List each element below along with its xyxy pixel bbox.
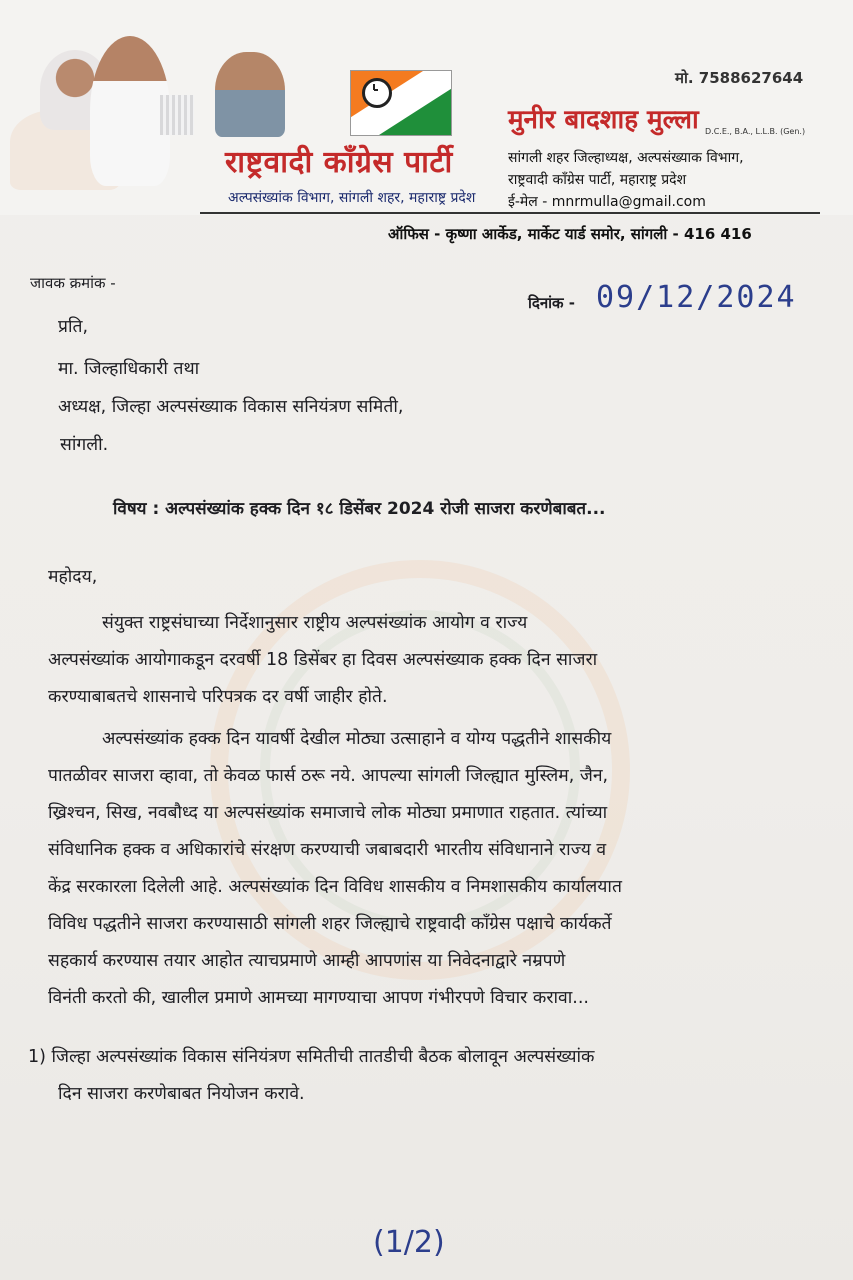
clock-symbol-icon <box>362 78 392 108</box>
recipient-line-2: अध्यक्ष, जिल्हा अल्पसंख्याक विकास सनियंत्रण समिती, <box>58 397 404 417</box>
party-subtitle: अल्पसंख्यांक विभाग, सांगली शहर, महाराष्ट्र प्रदेश <box>228 190 476 206</box>
para1-line: संयुक्त राष्ट्रसंघाच्या निर्देशानुसार राष्ट्रीय अल्पसंख्यांक आयोग व राज्य <box>102 613 528 633</box>
mobile-number: मो. 7588627644 <box>675 69 804 87</box>
person-name: मुनीर बादशाह मुल्ला <box>508 105 699 135</box>
point-1-line: 1) जिल्हा अल्पसंख्यांक विकास संनियंत्रण समितीची तातडीची बैठक बोलावून अल्पसंख्यांक <box>28 1047 595 1067</box>
para1-line: अल्पसंख्यांक आयोगाकडून दरवर्षी 18 डिसेंबर हा दिवस अल्पसंख्याक हक्क दिन साजरा <box>48 650 598 670</box>
para2-line: ख्रिश्चन, सिख, नवबौध्द या अल्पसंख्यांक समाजाचे लोक मोठ्या प्रमाणात राहतात. त्यांच्या <box>48 803 608 823</box>
page-number: (1/2) <box>373 1225 445 1260</box>
party-name: राष्ट्रवादी काँग्रेस पार्टी <box>225 145 453 180</box>
para2-line: सहकार्य करण्यास तयार आहोत त्याचप्रमाणे आम्ही आपणांस या निवेदनाद्वारे नम्रपणे <box>48 951 566 971</box>
date-value: 09/12/2024 <box>596 280 797 315</box>
office-address: ऑफिस - कृष्णा आर्केड, मार्केट यार्ड समोर, सांगली - 416 416 <box>388 225 752 243</box>
para2-line: अल्पसंख्यांक हक्क दिन यावर्षी देखील मोठ्या उत्साहाने व योग्य पद्धतीने शासकीय <box>102 729 612 749</box>
para2-line: संविधानिक हक्क व अधिकारांचे संरक्षण करण्याची जबाबदारी भारतीय संविधानाने राज्य व <box>48 840 607 860</box>
para2-line: पातळीवर साजरा व्हावा, तो केवळ फार्स ठरू नये. आपल्या सांगली जिल्ह्यात मुस्लिम, जैन, <box>48 766 609 786</box>
designation-line-1: सांगली शहर जिल्हाध्यक्ष, अल्पसंख्याक विभाग, <box>508 150 744 166</box>
para2-line: विनंती करतो की, खालील प्रमाणे आमच्या मागण्याचा आपण गंभीरपणे विचार करावा... <box>48 988 589 1008</box>
para1-line: करण्याबाबतचे शासनाचे परिपत्रक दर वर्षी जाहीर होते. <box>48 687 388 707</box>
subject-line: विषय : अल्पसंख्यांक हक्क दिन १८ डिसेंबर 2024 रोजी साजरा करणेबाबत... <box>113 499 606 519</box>
leader-portrait-right <box>215 52 285 137</box>
building-image <box>160 95 194 135</box>
leader-portrait-center <box>90 36 170 186</box>
to-label: प्रति, <box>58 317 89 337</box>
designation-line-2: राष्ट्रवादी काँग्रेस पार्टी, महाराष्ट्र प्रदेश <box>508 172 687 188</box>
email-line: ई-मेल - mnrmulla@gmail.com <box>508 194 706 210</box>
recipient-line-1: मा. जिल्हाधिकारी तथा <box>58 359 200 379</box>
para2-line: केंद्र सरकारला दिलेली आहे. अल्पसंख्यांक दिन विविध शासकीय व निमशासकीय कार्यालयात <box>48 877 622 897</box>
header-divider <box>200 212 820 214</box>
para2-line: विविध पद्धतीने साजरा करण्यासाठी सांगली शहर जिल्ह्याचे राष्ट्रवादी काँग्रेस पक्षाचे कार्यकर्ते <box>48 914 612 934</box>
salutation: महोदय, <box>48 567 98 587</box>
point-1-line: दिन साजरा करणेबाबत नियोजन करावे. <box>58 1084 305 1104</box>
date-label: दिनांक - <box>528 294 576 312</box>
letterhead <box>0 0 853 215</box>
qualifications: D.C.E., B.A., L.L.B. (Gen.) <box>705 127 806 136</box>
outward-number-label: जावक क्रमांक - <box>30 274 116 292</box>
recipient-line-3: सांगली. <box>60 435 109 455</box>
